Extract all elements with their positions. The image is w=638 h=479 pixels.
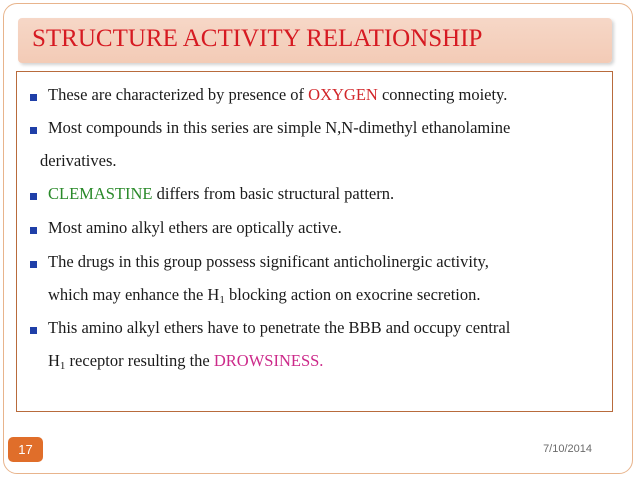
bullet-marker-6	[30, 327, 37, 334]
bullet-5-line-2-pre: which may enhance the H	[48, 285, 220, 304]
bullet-1-post: connecting moiety.	[377, 85, 508, 104]
bullet-5-line-2-post: blocking action on exocrine secretion.	[224, 285, 481, 304]
bullet-6-line-2-pre: H	[48, 351, 60, 370]
bullet-6-line-2-mid: receptor resulting the	[65, 351, 214, 370]
slide-date: 7/10/2014	[543, 443, 592, 455]
bullet-2-line-1: Most compounds in this series are simple N,N-dimethyl ethanolamine	[48, 118, 511, 137]
bullet-marker-4	[30, 227, 37, 234]
bullet-6-line-1: This amino alkyl ethers have to penetrate the BBB and occupy central	[48, 318, 511, 337]
h1-subscript: 1	[219, 294, 225, 306]
clemastine-highlight: CLEMASTINE	[48, 184, 153, 203]
slide-title: STRUCTURE ACTIVITY RELATIONSHIP	[32, 25, 483, 52]
bullet-6-line-2	[48, 351, 323, 372]
bullet-1-text	[48, 85, 507, 105]
bullet-3-text	[48, 184, 394, 204]
slide-number-badge: 17	[8, 437, 43, 462]
title-bar	[18, 18, 612, 63]
bullet-3-post: differs from basic structural pattern.	[152, 184, 395, 203]
bullet-5-line-2	[48, 285, 481, 306]
bullet-2-line-2: derivatives.	[40, 151, 117, 170]
drowsiness-highlight: DROWSINESS.	[213, 351, 324, 370]
bullet-5-line-1: The drugs in this group possess significant anticholinergic activity,	[48, 252, 489, 271]
oxygen-highlight: OXYGEN	[308, 85, 378, 104]
h1-subscript: 1	[59, 360, 66, 372]
content-box	[16, 71, 613, 412]
bullet-4-text: Most amino alkyl ethers are optically active.	[48, 218, 342, 237]
bullet-1-pre: These are characterized by presence of	[48, 85, 309, 104]
bullet-marker-3	[30, 193, 37, 200]
bullet-marker-1	[30, 94, 37, 101]
bullet-marker-5	[30, 261, 37, 268]
bullet-marker-2	[30, 127, 37, 134]
